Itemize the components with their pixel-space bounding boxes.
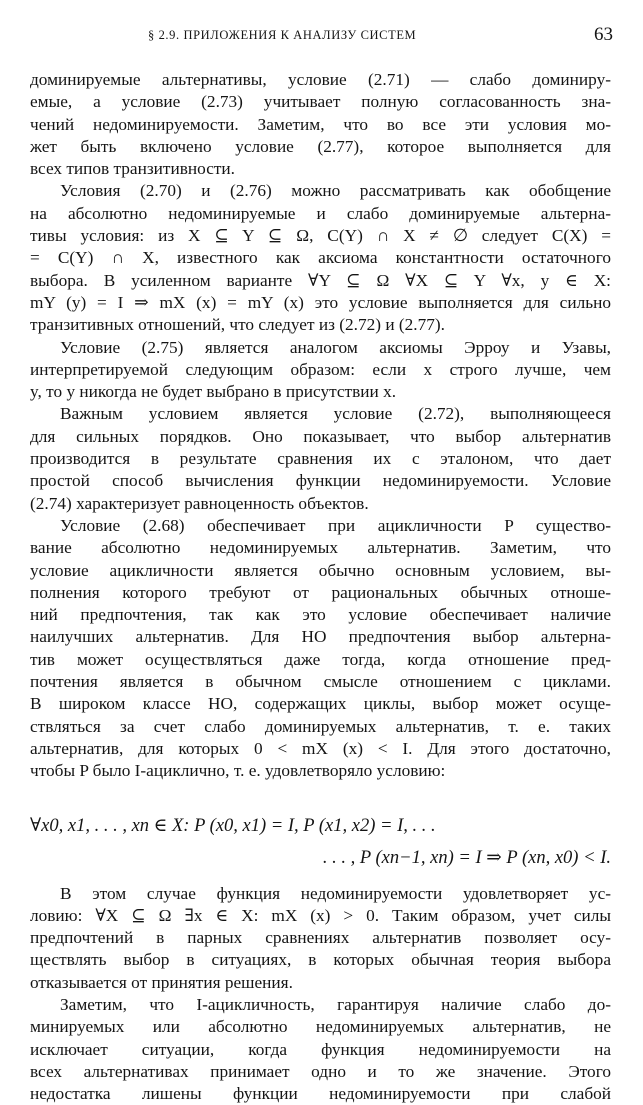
text-line: исключает ситуации, когда функция недоминируемости на (30, 1039, 611, 1059)
text-line: недостатка лишены функции недоминируемости при слабой (30, 1084, 611, 1104)
text-line: чений недоминируемости. Заметим, что во все эти условия мо- (30, 114, 611, 134)
text-line: ществлять выбор в ситуациях, в которых обычная теория выбора (30, 950, 611, 970)
formula-line-1: ∀x0, x1, . . . , xn ∈ X: P (x0, x1) = I, P (x1, x2) = I, . . . (30, 815, 436, 836)
text-line: минируемых или абсолютно недоминируемых альтернатив, не (30, 1017, 611, 1037)
text-line: почтения является в обычном смысле отношением с циклами. (30, 672, 611, 692)
text-line: ловию: ∀X ⊆ Ω ∃x ∈ X: mX (x) > 0. Таким образом, учет силы (30, 905, 611, 925)
text-line: Условие (2.75) является аналогом аксиомы Эрроу и Узавы, (60, 337, 611, 357)
text-line: В этом случае функция недоминируемости удовлетворяет ус- (60, 883, 611, 903)
text-line: транзитивных отношений, что следует из (2.72) и (2.77). (30, 315, 445, 335)
running-head: § 2.9. ПРИЛОЖЕНИЯ К АНАЛИЗУ СИСТЕМ (148, 28, 417, 42)
text-line: (2.74) характеризует равноценность объектов. (30, 493, 369, 513)
text-line: ствляться за счет слабо доминируемых альтернатив, т. е. таких (30, 716, 611, 736)
text-line: тивы условия: из X ⊆ Y ⊆ Ω, C(Y) ∩ X ≠ ∅ следует C(X) = (30, 226, 611, 246)
text-line: ний предпочтения, так как это условие обеспечивает наличие (30, 605, 611, 625)
text-line: емые, а условие (2.73) учитывает полную согласованность зна- (30, 92, 611, 112)
text-line: отказывается от принятия решения. (30, 972, 293, 992)
text-line: Условия (2.70) и (2.76) можно рассматривать как обобщение (60, 181, 611, 201)
text-line: производится в результате сравнения их с эталоном, что дает (30, 449, 611, 469)
text-line: вание абсолютно недоминируемых альтернатив. Заметим, что (30, 538, 611, 558)
text-line: предпочтений в парных сравнениях альтернатив позволяет осу- (30, 928, 611, 948)
formula-line-2: . . . , P (xn−1, xn) = I ⇒ P (xn, x0) < I. (322, 847, 611, 868)
text-line: полнения которого требуют от рациональных обычных отноше- (30, 582, 611, 602)
text-line: простой способ вычисления функции недоминируемости. Условие (30, 471, 611, 491)
text-line: y, то y никогда не будет выбрано в присутствии x. (30, 382, 397, 402)
text-line: Условие (2.68) обеспечивает при ацикличности P существо- (60, 515, 611, 535)
page-body (30, 69, 611, 1105)
page-number: 63 (594, 24, 613, 45)
display-formula (30, 783, 611, 883)
text-line: интерпретируемой следующим образом: если x строго лучше, чем (30, 359, 611, 379)
text-line: тив может осуществляться даже тогда, когда отношение пред- (30, 649, 611, 669)
text-line: для сильных порядков. Оно показывает, что выбор альтернатив (30, 426, 611, 446)
text-line: В широком классе НО, содержащих циклы, выбор может осуще- (30, 694, 611, 714)
text-line: всех альтернативах принимает одно и то же значение. Этого (30, 1061, 611, 1081)
text-line: Заметим, что I-ацикличность, гарантируя наличие слабо до- (60, 994, 611, 1014)
text-line: на абсолютно недоминируемые и слабо доминируемые альтерна- (30, 203, 611, 223)
text-line: доминируемые альтернативы, условие (2.71) — слабо доминиру- (30, 70, 611, 89)
text-line: жет быть включено условие (2.77), которое выполняется для (30, 136, 611, 156)
text-line: выбора. В усиленном варианте ∀Y ⊆ Ω ∀X ⊆ Y ∀x, y ∈ X: (30, 270, 611, 290)
text-line: mY (y) = I ⇒ mX (x) = mY (x) это условие выполняется для сильно (30, 292, 611, 312)
page-header (30, 24, 613, 50)
text-line: альтернатив, для которых 0 < mX (x) < I. Для этого достаточно, (30, 738, 611, 758)
text-line: всех типов транзитивности. (30, 159, 235, 179)
text-line: чтобы P было I-ациклично, т. е. удовлетворяло условию: (30, 761, 446, 781)
text-line: наилучших альтернатив. Для НО предпочтения выбор альтерна- (30, 627, 611, 647)
text-line: = C(Y) ∩ X, известного как аксиома константности остаточного (30, 248, 611, 268)
text-line: условие ацикличности является обычно основным условием, вы- (30, 560, 611, 580)
text-line: Важным условием является условие (2.72), выполняющееся (60, 404, 611, 424)
